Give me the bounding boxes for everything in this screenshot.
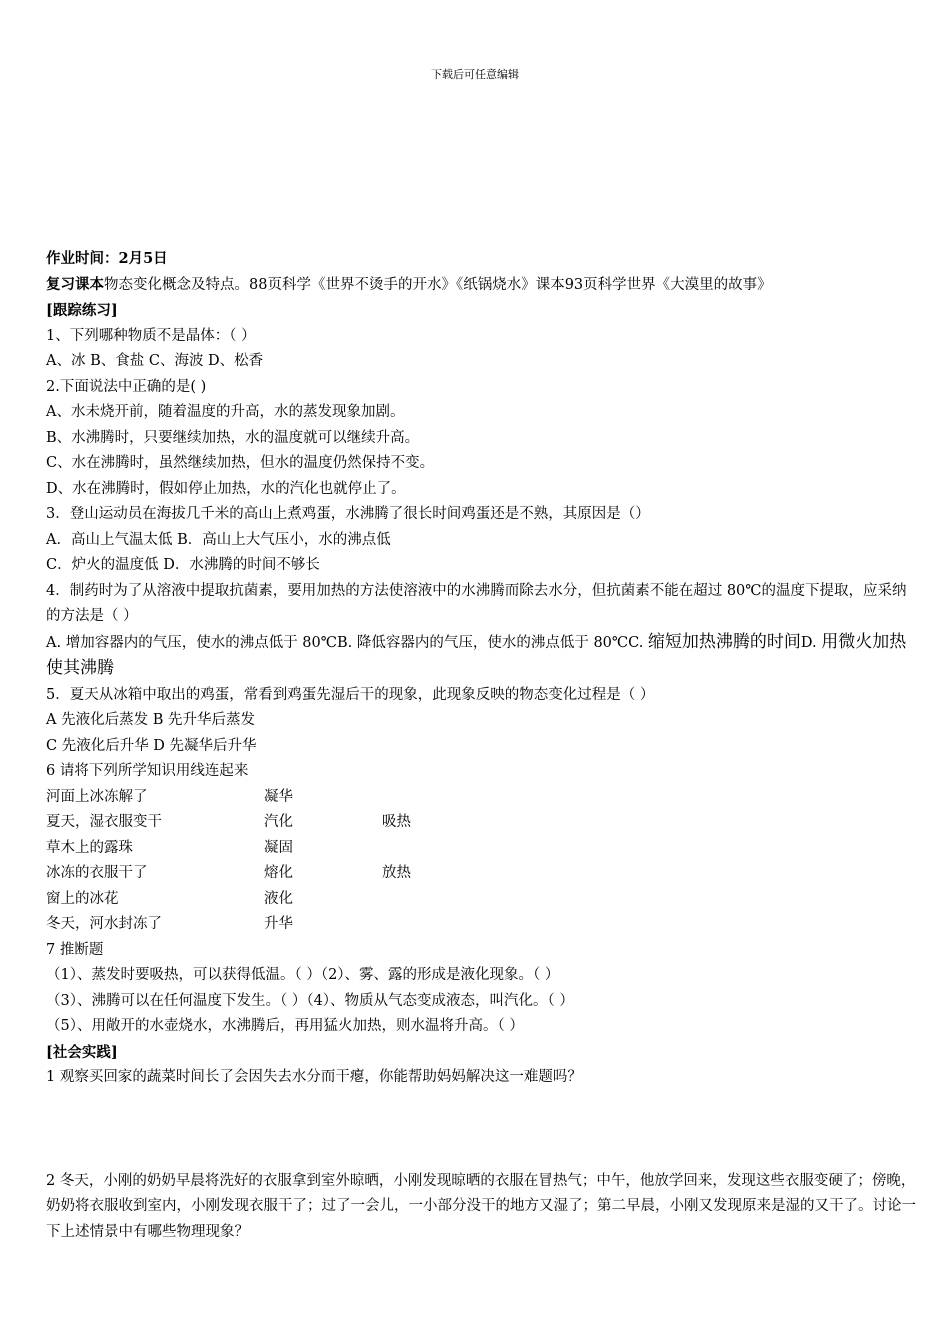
q6-right-item: 吸热 — [382, 814, 411, 830]
q2-option-a: A、水未烧开前，随着温度的升高，水的蒸发现象加剧。 — [46, 404, 405, 420]
q7-stem: 7 推断题 — [46, 941, 104, 958]
q6-stem: 6 请将下列所学知识用线连起来 — [46, 763, 249, 779]
q2-stem: 2.下面说法中正确的是( ) — [46, 378, 207, 395]
q4-stem: 4．制药时为了从溶液中提取抗菌素，要用加热的方法使溶液中的水沸腾而除去水分，但抗菌素不能在超过 80℃的温度下提取，应采纳的方法是（ ） — [46, 582, 907, 624]
q6-mid-item: 汽化 — [264, 814, 293, 830]
q5-options-ab: A 先液化后蒸发 B 先升华后蒸发 — [46, 712, 255, 728]
q7-line-1: （1）、蒸发时要吸热，可以获得低温。（ ）（2）、雾、露的形成是液化现象。（ ） — [46, 967, 560, 983]
q6-left-item: 冬天，河水封冻了 — [46, 916, 162, 932]
q7-line-3: （5）、用敞开的水壶烧水，水沸腾后，再用猛火加热，则水温将升高。（ ） — [46, 1018, 524, 1034]
q6-right-item — [382, 836, 532, 862]
q6-left-item: 冰冻的衣服干了 — [46, 865, 148, 881]
q4-option-c: 缩短加热沸腾的时间 — [647, 631, 801, 652]
q6-right-item: 放热 — [382, 865, 411, 881]
practice-heading: [跟踪练习] — [46, 302, 118, 319]
social-practice-heading: [社会实践] — [46, 1043, 118, 1061]
q3-options-cd: C．炉火的温度低 D．水沸腾的时间不够长 — [46, 557, 320, 573]
q2-option-b: B、水沸腾时，只要继续加热，水的温度就可以继续升高。 — [46, 429, 420, 446]
q6-left-item: 窗上的冰花 — [46, 890, 119, 907]
q6-matching-table — [46, 785, 916, 938]
homework-time: 作业时间：2月5日 — [46, 250, 168, 267]
q1-options: A、冰 B、食盐 C、海波 D、松香 — [46, 353, 264, 369]
q6-mid-item: 凝固 — [264, 839, 293, 856]
q2-option-c: C、水在沸腾时，虽然继续加热，但水的温度仍然保持不变。 — [46, 455, 435, 471]
q6-right-item — [382, 785, 532, 811]
q5-stem: 5．夏天从冰箱中取出的鸡蛋，常看到鸡蛋先湿后干的现象，此现象反映的物态变化过程是（ ） — [46, 686, 655, 703]
q7-line-2: （3）、沸腾可以在任何温度下发生。（ ）（4）、物质从气态变成液态，叫汽化。（ ） — [46, 992, 574, 1009]
q4-option-d-label: D. — [800, 634, 822, 651]
q2-option-d: D、水在沸腾时，假如停止加热，水的汽化也就停止了。 — [46, 480, 406, 497]
review-text: 物态变化概念及特点。88页科学《世界不烫手的开水》《纸锅烧水》课本93页科学世界《大漠里的故事》 — [104, 276, 772, 293]
q6-right-item — [382, 912, 532, 938]
page-header: 下载后可任意编辑 — [431, 68, 519, 81]
q6-mid-item: 液化 — [264, 890, 293, 907]
review-line — [46, 272, 916, 299]
q4-options-ab: A. 增加容器内的气压，使水的沸点低于 80℃B. 降低容器内的气压，使水的沸点低于 80℃C. — [46, 634, 648, 651]
q3-stem: 3．登山运动员在海拔几千米的高山上煮鸡蛋，水沸腾了很长时间鸡蛋还是不熟，其原因是（） — [46, 506, 650, 522]
social-question-2: 2 冬天，小刚的奶奶早晨将洗好的衣服拿到室外晾晒，小刚发现晾晒的衣服在冒热气；中午，他放学回来，发现这些衣服变硬了；傍晚，奶奶将衣服收到室内，小刚发现衣服干了；过了一会儿，一小部分没干的地方又湿了；第二早晨，小刚又发现原来是湿的又干了。讨论一下上述情景中有哪些物理现象？ — [46, 1172, 916, 1240]
q6-right-item — [382, 887, 532, 913]
social-question-1: 1 观察买回家的蔬菜时间长了会因失去水分而干瘪，你能帮助妈妈解决这一难题吗？ — [46, 1069, 582, 1085]
q6-mid-item: 凝华 — [264, 788, 293, 805]
q6-left-item: 河面上冰冻解了 — [46, 788, 148, 805]
q4-options — [46, 630, 916, 683]
q6-left-item: 草木上的露珠 — [46, 839, 133, 856]
document-body — [46, 246, 916, 1245]
review-label: 复习课本 — [46, 275, 104, 293]
q6-left-item: 夏天，湿衣服变干 — [46, 814, 162, 830]
q3-options-ab: A．高山上气温太低 B．高山上大气压小，水的沸点低 — [46, 531, 391, 548]
q4-option-d: 用微火加热使其沸腾 — [46, 631, 907, 678]
q1-stem: 1、下列哪种物质不是晶体：（ ） — [46, 327, 256, 344]
q5-options-cd: C 先液化后升华 D 先凝华后升华 — [46, 737, 257, 754]
answer-space — [46, 1091, 916, 1169]
q6-mid-item: 熔化 — [264, 865, 293, 881]
q6-mid-item: 升华 — [264, 916, 293, 932]
